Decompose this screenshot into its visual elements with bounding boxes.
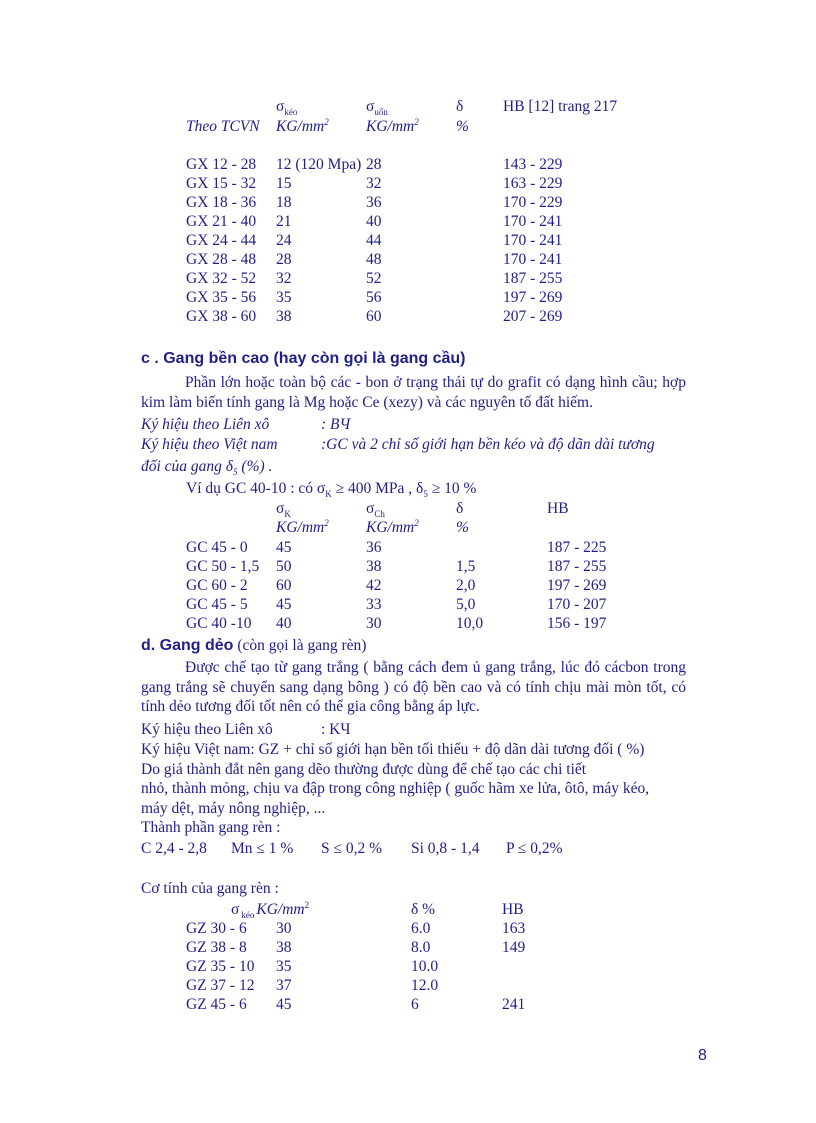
table2-delta: δ	[456, 500, 464, 517]
table3-hb: HB	[502, 901, 524, 918]
table2-hb: HB	[547, 500, 569, 517]
section-c-example: Ví dụ GC 40-10 : có $\sigma_K \ge 400$ MPa , $\delta_5 \ge 10$ %	[186, 480, 477, 500]
section-c-heading: c . Gang bền cao (hay còn gọi là gang cầu)	[141, 350, 466, 367]
section-d-properties-title: Cơ tính của gang rèn :	[141, 880, 279, 897]
section-d-heading: d. Gang dẻo (còn gọi là gang rèn)	[141, 637, 367, 654]
section-d-price-line-1: Do giá thành đắt nên gang dẽo thường được dùng để chế tạo các chi tiết	[141, 761, 587, 778]
table1-sigma-uon: $\sigma_{uốn}$	[366, 98, 388, 118]
table1-delta: δ	[456, 98, 464, 115]
section-c-vn-label: Ký hiệu theo Việt nam	[141, 436, 278, 453]
section-d-vn-line: Ký hiệu Việt nam: GZ + chỉ số giới hạn bền tối thiểu + độ dãn dài tương đối ( %)	[141, 741, 645, 758]
table1-hb-ref: HB [12] trang 217	[503, 98, 618, 115]
section-c-lienxo-value: : BЧ	[321, 416, 351, 433]
table1-sigma-keo: $\sigma_{kéo}$	[276, 98, 298, 118]
table1-col-label: Theo TCVN	[186, 118, 260, 135]
table2-sigma-ch: $\sigma_{Ch}$	[366, 500, 385, 520]
page-number: 8	[698, 1047, 707, 1064]
section-c-lienxo-label: Ký hiệu theo Liên xô	[141, 416, 270, 433]
section-d-lienxo-value: : KЧ	[321, 721, 351, 738]
section-c-paragraph: Phần lớn hoặc toàn bộ các - bon ở trạng thái tự do grafit có dạng hình cầu; hợp kim làm biến tính gang là Mg hoặc Ce (xezy) và các nguyên tố đất hiếm.	[141, 374, 686, 411]
table3-delta-pct: δ %	[411, 901, 436, 918]
section-d-lienxo-label: Ký hiệu theo Liên xô	[141, 721, 273, 738]
section-d-price-line-2: nhỏ, thành mỏng, chịu va đập trong công nghiệp ( guốc hãm xe lửa, ôtô, máy kéo,	[141, 780, 650, 797]
table1-unit-keo: $KG/mm^2$	[276, 116, 329, 135]
section-c-vn-value: :GC và 2 chỉ số giới hạn bền kéo và độ dãn dài tương	[321, 436, 655, 453]
section-d-price-line-3: máy dệt, máy nông nghiệp, ...	[141, 800, 326, 817]
table2-unit-ch: $KG/mm^2$	[366, 517, 419, 536]
table2-sigma-k: $\sigma_K$	[276, 500, 291, 520]
table3-sigma-keo: σ $_{kéo}$ $KG/mm^2$	[231, 899, 310, 921]
table2-unit-k: $KG/mm^2$	[276, 517, 329, 536]
table1-pct: %	[456, 118, 469, 135]
section-d-paragraph: Được chế tạo từ gang trắng ( bằng cách đem ủ gang trắng, lúc đó cácbon trong gang trắng sẽ chuyển sang dạng bông ) có độ bền cao và có tính chịu mài mòn tốt, có tính dẻo tương đối tốt nên có thể gia công bằng áp lực.	[141, 659, 686, 715]
table2-pct: %	[456, 519, 469, 536]
section-d-composition-title: Thành phần gang rèn :	[141, 819, 281, 836]
table1-unit-uon: $KG/mm^2$	[366, 116, 419, 135]
section-c-vn-continuation: đối của gang $\delta_5$ (%) .	[141, 458, 273, 478]
